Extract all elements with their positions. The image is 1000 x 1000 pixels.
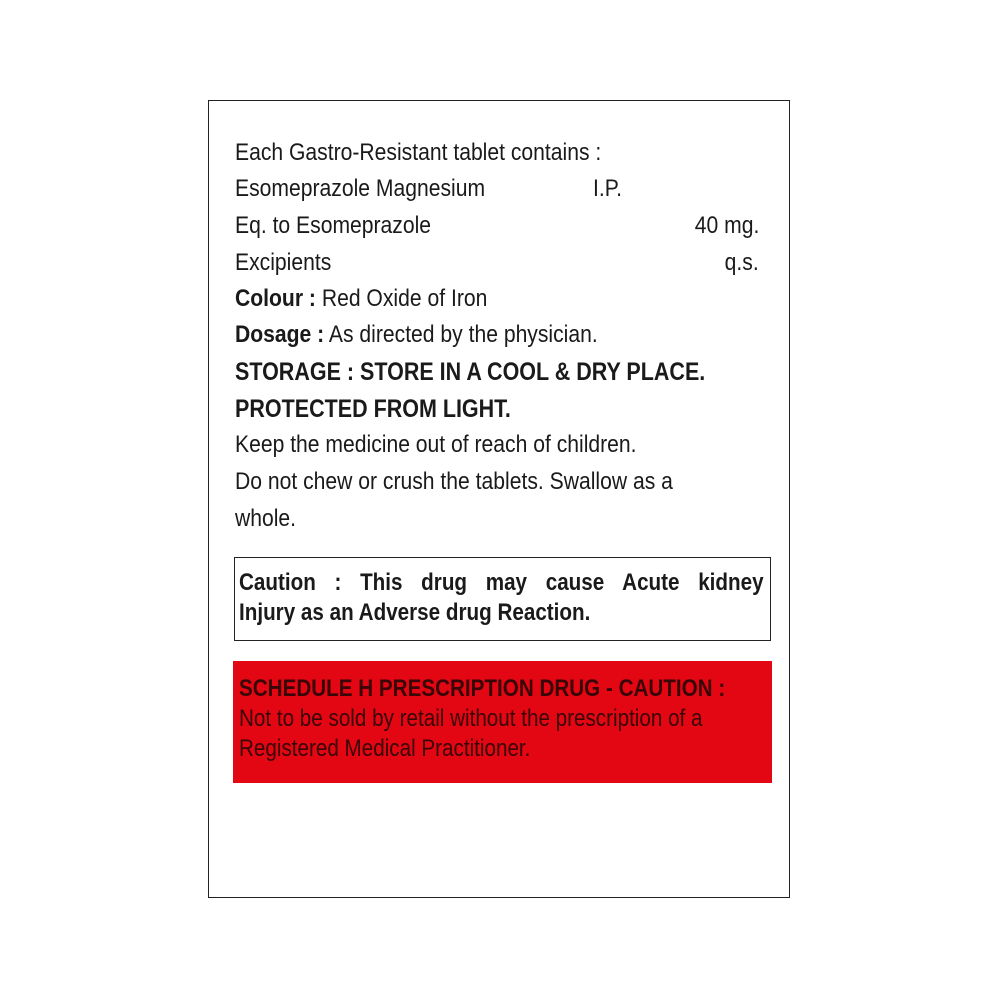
excipients-amount: q.s. xyxy=(724,249,759,276)
ingredient-name: Esomeprazole Magnesium xyxy=(235,175,486,202)
children-warning: Keep the medicine out of reach of children. xyxy=(235,431,637,458)
storage-line-1: STORAGE : STORE IN A COOL & DRY PLACE. xyxy=(235,358,706,386)
excipients-label: Excipients xyxy=(235,249,332,276)
caution-box xyxy=(234,557,771,641)
composition-heading: Each Gastro-Resistant tablet contains : xyxy=(235,139,602,166)
schedule-h-line-2: Registered Medical Practitioner. xyxy=(239,735,531,762)
dosage-label: Dosage : xyxy=(235,321,325,348)
schedule-h-title: SCHEDULE H PRESCRIPTION DRUG - CAUTION : xyxy=(239,675,726,702)
ingredient-standard: I.P. xyxy=(593,175,622,202)
equivalent-amount: 40 mg. xyxy=(694,212,759,239)
equivalent-label: Eq. to Esomeprazole xyxy=(235,212,432,239)
dosage-line xyxy=(235,320,598,350)
chew-warning-line-2: whole. xyxy=(235,505,297,532)
colour-line xyxy=(235,284,487,314)
schedule-h-warning-box xyxy=(233,661,772,783)
caution-line-2: Injury as an Adverse drug Reaction. xyxy=(239,599,591,626)
medicine-label-panel xyxy=(208,100,790,898)
colour-value: Red Oxide of Iron xyxy=(321,285,488,312)
storage-line-2: PROTECTED FROM LIGHT. xyxy=(235,395,511,423)
caution-line-1: Caution : This drug may cause Acute kidney xyxy=(239,569,764,596)
colour-label: Colour : xyxy=(235,285,316,312)
dosage-value: As directed by the physician. xyxy=(328,321,598,348)
schedule-h-line-1: Not to be sold by retail without the prescription of a xyxy=(239,705,703,732)
chew-warning-line-1: Do not chew or crush the tablets. Swallow as a xyxy=(235,468,673,495)
